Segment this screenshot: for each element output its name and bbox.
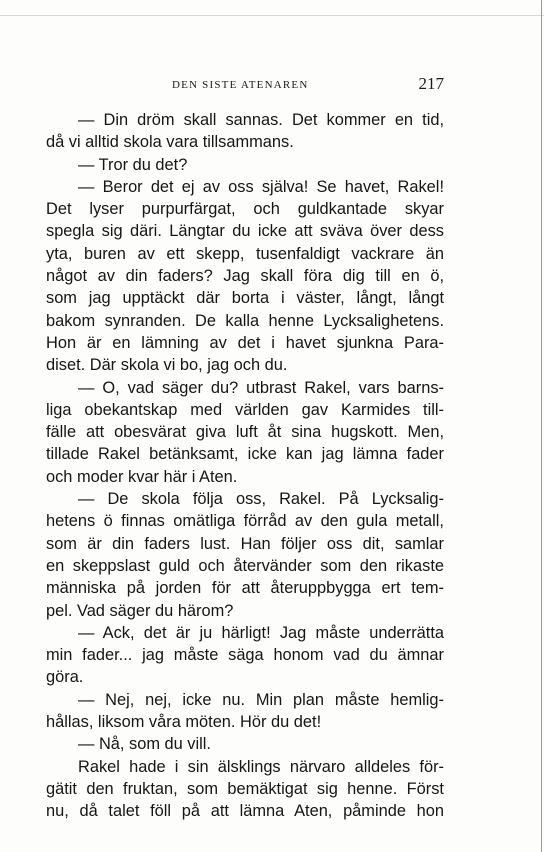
text-line: Hon är en lämning av det i havet sjunkna Para-: [46, 333, 444, 352]
text-line: tillade Rakel betänksamt, icke kan jag lämna fader: [46, 445, 444, 464]
page-number: 217: [418, 74, 444, 93]
text-line: — O, vad säger du? utbrast Rakel, vars barns-: [78, 378, 444, 397]
page-header: [46, 74, 444, 96]
running-title: DEN SISTE ATENAREN: [172, 79, 309, 91]
text-line: spegla sig däri. Längtar du icke att sväva över dess: [46, 222, 444, 241]
text-line: göra.: [46, 668, 84, 687]
text-line: Det lyser purpurfärgat, och guldkantade skyar: [46, 200, 444, 219]
text-line: och moder kvar här i Aten.: [46, 467, 238, 486]
text-line: Rakel hade i sin älsklings närvaro alldeles för-: [78, 757, 444, 776]
text-line: som är din faders lust. Han följer oss dit, samlar: [46, 534, 444, 553]
text-line: då vi alltid skola vara tillsammans.: [46, 133, 294, 152]
text-line: fälle att obesvärat giva luft åt sina hugskott. Men,: [46, 423, 444, 442]
text-line: — Nej, nej, icke nu. Min plan måste hemlig-: [78, 690, 444, 709]
text-line: pel. Vad säger du härom?: [46, 601, 234, 620]
text-line: hetens ö finnas omätliga förråd av den gula metall,: [46, 512, 444, 531]
text-line: som jag upptäckt där borta i väster, långt, långt: [46, 289, 444, 308]
body-text: [46, 109, 444, 823]
text-line: — Ack, det är ju härligt! Jag måste underrätta: [78, 623, 444, 642]
scan-right-edge: [541, 0, 542, 852]
text-line: diset. Där skola vi bo, jag och du.: [46, 356, 288, 375]
scan-top-edge: [0, 15, 544, 16]
text-line: — Tror du det?: [78, 155, 188, 174]
text-line: — Din dröm skall sannas. Det kommer en tid,: [78, 111, 444, 129]
text-line: gätit den fruktan, som bemäktigat sig henne. Först: [46, 779, 444, 798]
text-line: en skeppslast guld och återvänder som den rikaste: [46, 556, 444, 575]
text-line: bakom synranden. De kalla henne Lycksalighetens.: [46, 311, 444, 330]
text-line: människa på jorden för att återuppbygga ert tem-: [46, 579, 444, 598]
text-line: — Beror det ej av oss själva! Se havet, Rakel!: [78, 177, 444, 196]
text-line: nu, då talet föll på att lämna Aten, påminde hon: [46, 802, 444, 821]
text-line: — Nå, som du vill.: [78, 735, 211, 754]
text-line: yta, buren av ett skepp, tusenfaldigt vackrare än: [46, 244, 444, 263]
text-line: hållas, liksom våra möten. Hör du det!: [46, 713, 322, 732]
text-line: — De skola följa oss, Rakel. På Lycksalig-: [78, 490, 444, 509]
text-line: liga obekantskap med världen gav Karmides till-: [46, 400, 444, 419]
text-line: något av din faders? Jag skall föra dig till en ö,: [46, 267, 444, 286]
text-line: min fader... jag måste säga honom vad du ämnar: [46, 646, 444, 665]
